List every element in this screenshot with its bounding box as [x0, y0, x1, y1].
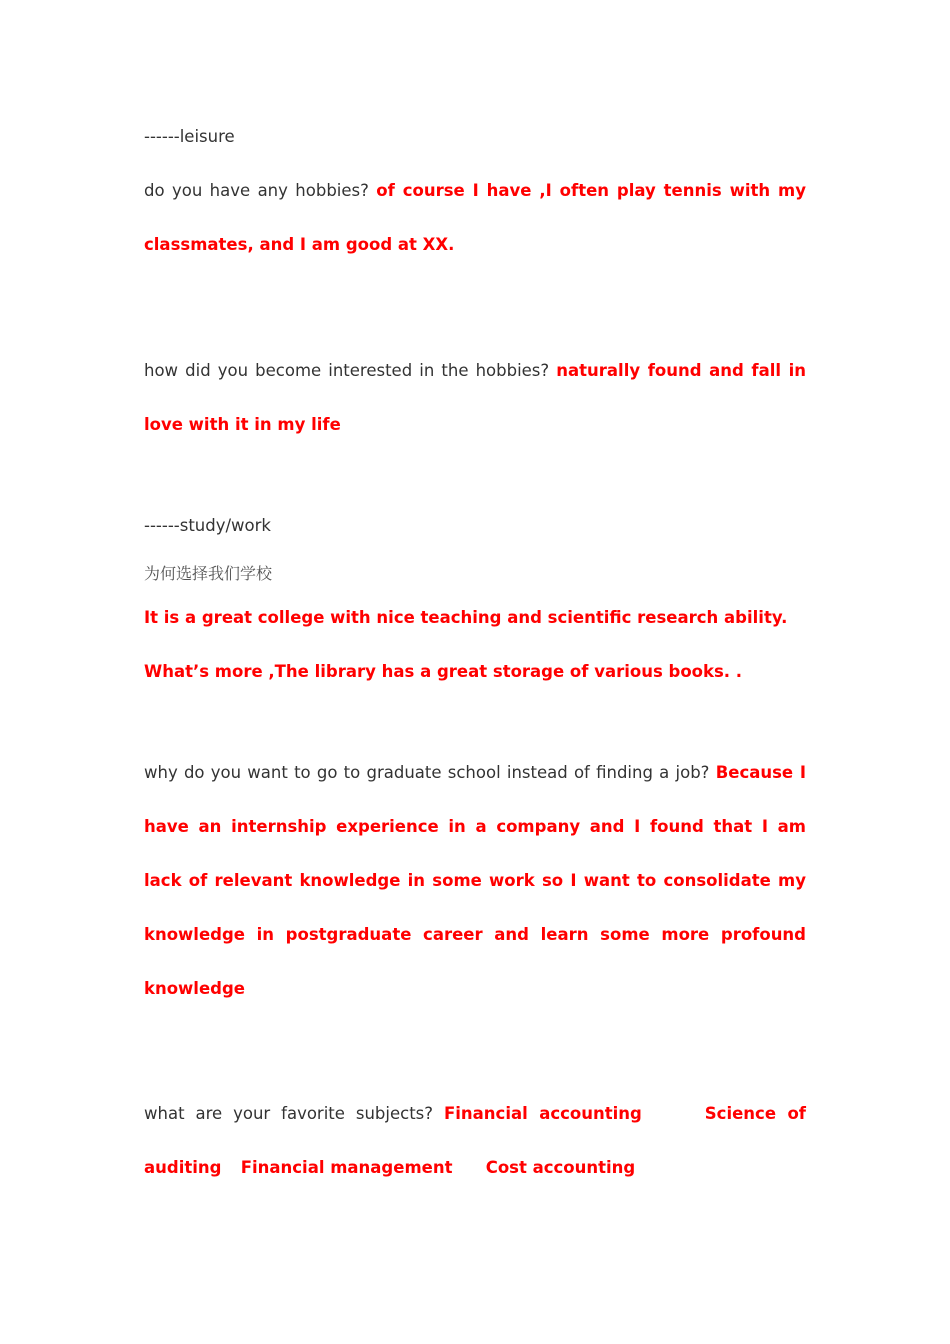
section-heading-leisure — [144, 125, 806, 149]
subjects-paragraph-line-1 — [144, 1102, 806, 1126]
hobbies-answer: of course I have ,I often play tennis with my — [376, 181, 806, 200]
subject-item: auditing — [144, 1158, 222, 1177]
graduate-answer-continued: knowledge — [144, 979, 245, 998]
graduate-answer-continued: knowledge in postgraduate career and learn some more profound — [144, 925, 806, 944]
hobbies-question: do you have any hobbies? — [144, 181, 369, 200]
hobbies-paragraph-line-2 — [144, 233, 806, 257]
school-answer-line-1 — [144, 606, 806, 630]
section-heading-text: ------study/work — [144, 516, 271, 535]
school-answer-continued: What’s more ,The library has a great storage of various books. . — [144, 662, 743, 681]
hobbies-answer-continued: classmates, and I am good at XX. — [144, 235, 455, 254]
graduate-paragraph-line-3 — [144, 869, 806, 893]
hobbies-paragraph-line-1 — [144, 179, 806, 203]
interest-paragraph-line-1 — [144, 359, 806, 383]
subjects-paragraph-line-2 — [144, 1156, 806, 1180]
subject-item: Financial management — [240, 1158, 453, 1177]
graduate-answer: Because I — [715, 763, 807, 782]
school-question-line — [144, 562, 806, 586]
school-answer-line-2 — [144, 660, 806, 684]
graduate-answer-continued: lack of relevant knowledge in some work so I want to consolidate my — [144, 871, 806, 890]
graduate-paragraph-line-4 — [144, 923, 806, 947]
subject-item: Financial accounting — [443, 1104, 642, 1123]
graduate-answer-continued: have an internship experience in a company and I found that I am — [144, 817, 806, 836]
subject-item: Science of — [704, 1104, 806, 1123]
graduate-question: why do you want to go to graduate school instead of finding a job? — [144, 763, 710, 782]
section-heading-study-work — [144, 514, 806, 538]
interest-question: how did you become interested in the hobbies? — [144, 361, 550, 380]
subject-item: Cost accounting — [485, 1158, 636, 1177]
interest-answer: naturally found and fall in — [556, 361, 807, 380]
subjects-question: what are your favorite subjects? — [144, 1104, 434, 1123]
school-question: 为何选择我们学校 — [144, 564, 273, 583]
interest-paragraph-line-2 — [144, 413, 806, 437]
interest-answer-continued: love with it in my life — [144, 415, 341, 434]
graduate-paragraph-line-5 — [144, 977, 806, 1001]
school-answer: It is a great college with nice teaching and scientific research ability. — [144, 608, 788, 627]
graduate-paragraph-line-2 — [144, 815, 806, 839]
graduate-paragraph-line-1 — [144, 761, 806, 785]
section-heading-text: ------leisure — [144, 127, 235, 146]
